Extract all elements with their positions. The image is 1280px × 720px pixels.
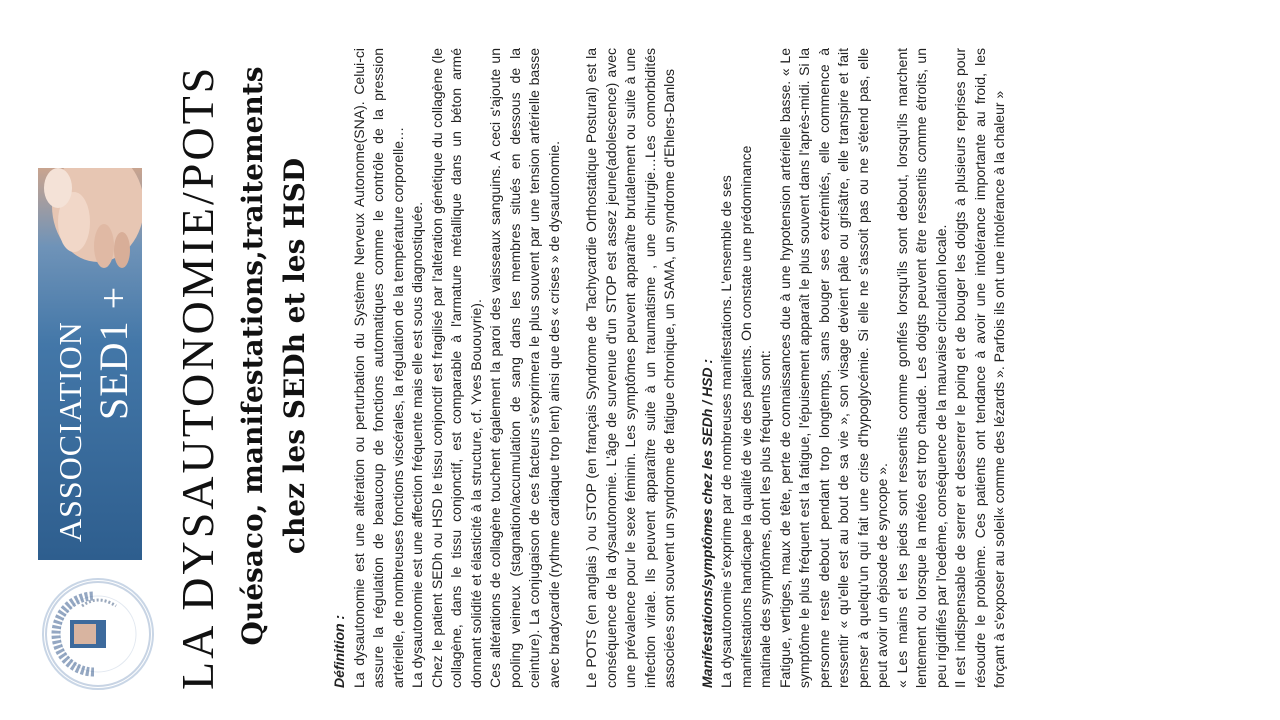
page-title: LA DYSAUTONOMIE/POTS [172,64,223,690]
subtitle-line-1: Quésaco, manifestations,traitements [236,66,269,646]
manifestations-paragraph: Fatigue, vertiges, maux de tête, perte de connaissances due à une hypotension artérielle basse. « Le symptôme le plus fréquent est la fatigue, l'épuisement apparaît le plus souvent dans l'après-midi. Si la personne reste debout pendant trop longtemps, sans bouger ses extrémités, elle commence à ressentir « qu'elle est au bout de sa vie », son visage devient pâle ou grisâtre, elle transpire et fait penser à quelqu'un qui fait une crise d'hypoglycémie. Si elle ne s'assoit pas ou ne s'étend pas, elle peut avoir un épisode de syncope ». [776,48,890,688]
subtitle-line-2: chez les SEDh et les HSD [278,157,311,555]
definition-heading: Définition : [331,614,347,688]
definition-paragraph: La dysautonomie est une affection fréquente mais elle est sous diagnostiquée. [409,201,425,688]
manifestations-paragraph: Il est indispensable de serrer et desserrer le poing et de bouger les doigts à plusieurs reprises pour résoudre le problème. Ces patients ont tendance à avoir une intolérance importante au froid, les forçant à s'exposer au soleil« comme des lézards ». Parfois ils ont une intolérance à la chaleur » [952,48,1007,688]
manifestations-paragraph: manifestations handicape la qualité de vie des patients. On constate une prédominance [737,145,754,688]
document-body [330,48,1010,688]
banner-association-label: ASSOCIATION [52,321,88,542]
association-banner [38,168,142,560]
page-subtitle [232,26,316,686]
definition-paragraph: Chez le patient SEDh ou HSD le tissu conjonctif est fragilisé par l'altération génétique du collagène (le collagène, dans le tissu conjonctif, est comparable à l'armature métallique dans un béton armé donnant solidité et élasticité à la structure, cf. Yves Bououyrie). [428,48,484,688]
manifestations-heading: Manifestations/symptômes chez les SEDh / HSD : [698,358,715,688]
seal-graphic-icon [44,580,152,688]
association-seal-logo [42,578,154,690]
section-spacer [680,48,698,688]
section-spacer [564,48,582,688]
manifestations-paragraph: « Les mains et les pieds sont ressentis comme gonflés lorsqu'ils sont debout, lorsqu'ils marchent lentement ou lorsque la météo est trop chaude. Les doigts peuvent être ressentis comme étroits, un peu rigidifiés par l'oedème, conséquence de la mauvaise circulation locale. [893,48,949,688]
definition-paragraph: Ces altérations de collagène touchent également la paroi des vaisseaux sanguins. A ceci s'ajoute un pooling veineux (stagnation/accumulation de sang dans les membres situés en dessous de la ceinture). La conjugaison de ces facteurs s'exprimera le plus souvent par une tension artérielle basse avec bradycardie (rythme cardiaque trop lent) ainsi que des « crises » de dysautonomie. [487,48,562,688]
definition-paragraph: La dysautonomie est une altération ou perturbation du Système Nerveux Autonome(SNA). Celui-ci assure la régulation de beaucoup de fonctions automatiques comme le contrôle de la pression artérielle, de nombreuses fonctions viscérales, la régulation de la température corporelle… [350,48,406,688]
pots-paragraph: Le POTS (en anglais ) ou STOP (en français Syndrome de Tachycardie Orthostatique Postural) est la conséquence de la dysautonomie. L'âge de survenue d'un STOP est assez jeune(adolescence) avec une prévalence pour le sexe féminin. Les symptômes peuvent apparaître brutalement ou suite à une infection virale. Ils peuvent apparaître suite à un traumatisme , une chirurgie…Les comorbidités associées sont souvent un syndrome de fatigue chronique, un SAMA, un syndrome d'Ehlers-Danlos [583,48,677,688]
banner-sed-label: SED1 + [91,285,136,420]
manifestations-paragraph: La dysautonomie s'exprime par de nombreuses manifestations. L'ensemble de ses [718,175,734,688]
manifestations-paragraph: matinale des symptômes, dont les plus fréquents sont: [757,350,773,688]
